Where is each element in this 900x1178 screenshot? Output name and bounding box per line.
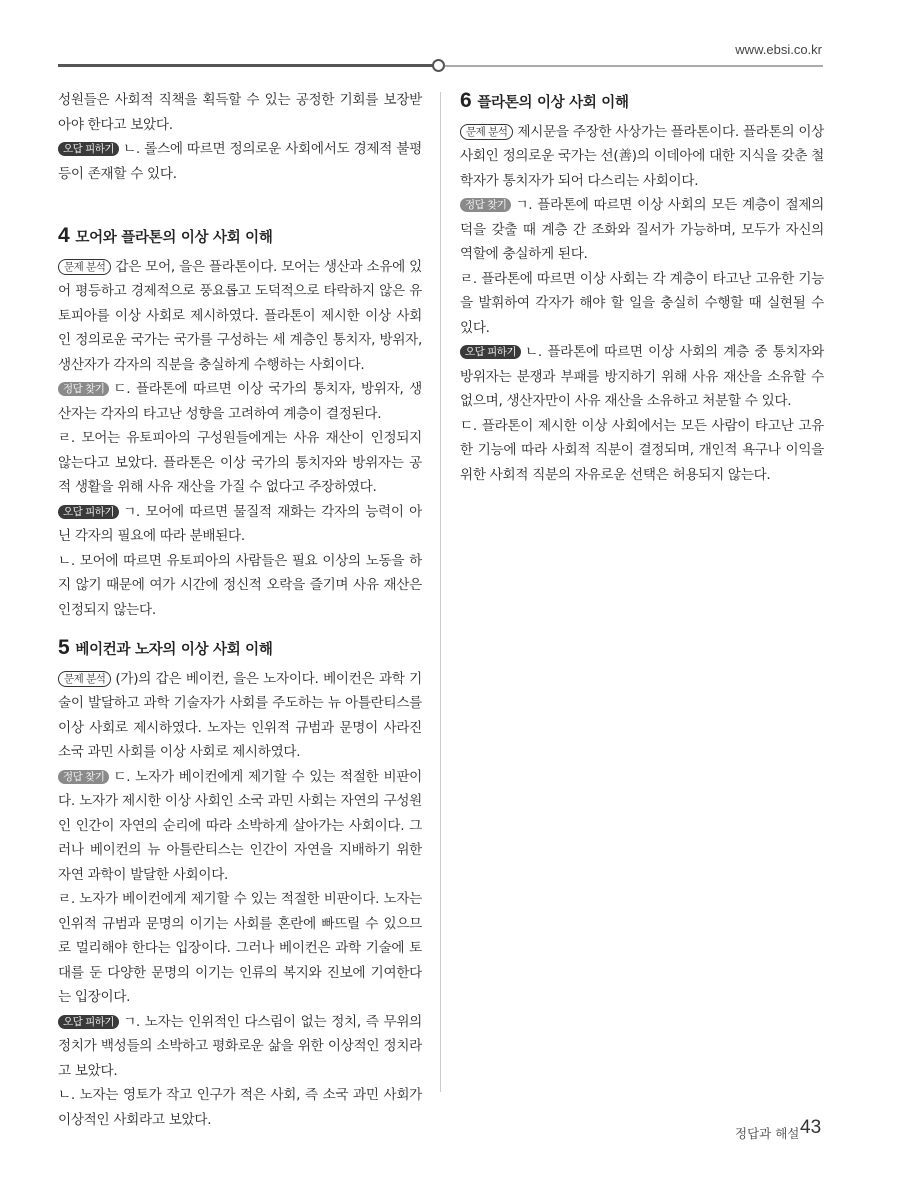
wrong-text: ㄱ. 모어에 따르면 물질적 재화는 각자의 능력이 아닌 각자의 필요에 따라 분배된다.: [58, 503, 422, 544]
section-title: 베이컨과 노자의 이상 사회 이해: [75, 642, 273, 658]
wrong-text: ㄴ. 롤스에 따르면 정의로운 사회에서도 경제적 불평등이 존재할 수 있다.: [58, 141, 422, 182]
wrong-text-2: ㄴ. 노자는 영토가 작고 인구가 적은 사회, 즉 소국 과민 사회가 이상적인 사회라고 보았다.: [58, 1087, 422, 1128]
header-rule-right: [445, 65, 823, 67]
answer-paragraph: [58, 765, 422, 888]
answer-text: ㄱ. 플라톤에 따르면 이상 사회의 모든 계층이 절제의 덕을 갖출 때 계층 간 조화와 질서가 가능하며, 모두가 자신의 역할에 충실하게 된다.: [460, 197, 824, 262]
section-number: 4: [58, 224, 70, 247]
answer-badge: 정답 찾기: [58, 382, 109, 396]
wrong-text: ㄱ. 노자는 인위적인 다스림이 없는 정치, 즉 무위의 정치가 백성들의 소박하고 평화로운 삶을 위한 이상적인 정치라고 보았다.: [58, 1013, 422, 1079]
wrong-text: ㄴ. 플라톤에 따르면 이상 사회의 계층 중 통치자와 방위자는 분쟁과 부패를 방지하기 위해 사유 재산을 소유할 수 없으며, 생산자만이 사유 재산을 소유하고 처분할 수 있다.: [460, 344, 824, 409]
wrong-text-2: ㄷ. 플라톤이 제시한 이상 사회에서는 모든 사람이 타고난 고유한 기능에 따라 사회적 직분이 결정되며, 개인적 욕구나 이익을 위한 사회적 직분의 자유로운 선택은 허용되지 않는다.: [460, 417, 824, 483]
wrong-paragraph: [460, 340, 824, 414]
answer-text-2: ㄹ. 노자가 베이컨에게 제기할 수 있는 적절한 비판이다. 노자는 인위적 규범과 문명의 이기는 사회를 혼란에 빠뜨릴 수 있으므로 멀리해야 한다는 입장이다. 그러나 베이컨은 과학 기술에 토대를 둔 다양한 문명의 이기는 인류의 복지와 진보에 기여한다는 입장이다.: [58, 891, 422, 1005]
answer-badge: 정답 찾기: [58, 770, 109, 784]
answer-badge: 정답 찾기: [460, 198, 511, 212]
answer-text: ㄷ. 플라톤에 따르면 이상 국가의 통치자, 방위자, 생산자는 각자의 타고난 성향을 고려하여 계층이 결정된다.: [58, 381, 422, 422]
wrong-badge: 오답 피하기: [58, 142, 119, 156]
analysis-badge: 문제 분석: [58, 671, 111, 687]
section-5: [58, 636, 422, 1132]
analysis-paragraph: [58, 255, 422, 378]
wrong-text-2: ㄴ. 모어에 따르면 유토피아의 사람들은 필요 이상의 노동을 하지 않기 때문에 여가 시간에 정신적 오락을 즐기며 사유 재산은 인정되지 않는다.: [58, 552, 422, 618]
section-6: [460, 89, 824, 487]
answer-text: ㄷ. 노자가 베이컨에게 제기할 수 있는 적절한 비판이다. 노자가 제시한 이상 사회인 소국 과민 사회는 자연의 구성원인 인간이 자연의 순리에 따라 소박하게 살아가는 사회이다. 그러나 베이컨의 뉴 아틀란티스는 인간이 자연을 지배하기 위한 자연 과학이 발달한 사회이다.: [58, 768, 422, 883]
section-heading: [460, 89, 824, 116]
analysis-paragraph: [460, 120, 824, 194]
answer-paragraph: [58, 377, 422, 426]
answer-paragraph: [460, 193, 824, 267]
section-title: 플라톤의 이상 사회 이해: [477, 95, 629, 111]
answer-text-2: ㄹ. 플라톤에 따르면 이상 사회는 각 계층이 타고난 고유한 기능을 발휘하여 각자가 해야 할 일을 충실히 수행할 때 실현될 수 있다.: [460, 270, 824, 336]
analysis-text: 갑은 모어, 을은 플라톤이다. 모어는 생산과 소유에 있어 평등하고 경제적으로 풍요롭고 도덕적으로 타락하지 않은 유토피아를 이상 사회로 제시하였다. 플라톤이 제시한 이상 사회인 정의로운 국가는 국가를 구성하는 세 계층인 통치자, 방위자, 생산자가 각자의 직분을 충실하게 수행하는 사회이다.: [58, 258, 422, 373]
website-url: www.ebsi.co.kr: [735, 42, 822, 57]
wrong-badge: 오답 피하기: [460, 345, 521, 359]
section-4: [58, 224, 422, 622]
page-number: 43: [800, 1117, 822, 1138]
section-number: 6: [460, 89, 472, 112]
wrong-badge: 오답 피하기: [58, 505, 119, 519]
answer-text-2: ㄹ. 모어는 유토피아의 구성원들에게는 사유 재산이 인정되지 않는다고 보았다. 플라톤은 이상 국가의 통치자와 방위자는 공적 생활을 위해 사유 재산을 가질 수 없다고 주장하였다.: [58, 430, 422, 495]
header-rule-dot: [432, 59, 445, 72]
intro-text: 성원들은 사회적 직책을 획득할 수 있는 공정한 기회를 보장받아야 한다고 보았다.: [58, 92, 422, 133]
section-title: 모어와 플라톤의 이상 사회 이해: [75, 230, 273, 246]
section-heading: [58, 224, 422, 251]
intro-wrong-text: [58, 137, 422, 186]
wrong-badge: 오답 피하기: [58, 1015, 119, 1029]
section-heading: [58, 636, 422, 663]
column-divider: [440, 92, 441, 1092]
analysis-badge: 문제 분석: [460, 124, 513, 140]
left-intro: [58, 88, 422, 186]
footer-label: 정답과 해설: [735, 1126, 800, 1141]
analysis-text: 제시문을 주장한 사상가는 플라톤이다. 플라톤의 이상 사회인 정의로운 국가는 선(善)의 이데아에 대한 지식을 갖춘 철학자가 통치자가 되어 다스리는 사회이다.: [460, 123, 824, 189]
wrong-paragraph: [58, 1010, 422, 1084]
wrong-paragraph: [58, 500, 422, 549]
analysis-text: (가)의 갑은 베이컨, 을은 노자이다. 베이컨은 과학 기술이 발달하고 과학 기술자가 사회를 주도하는 뉴 아틀란티스를 이상 사회로 제시하였다. 노자는 인위적 규범과 문명이 사라진 소국 과민 사회를 이상 사회로 제시하였다.: [58, 670, 422, 760]
analysis-badge: 문제 분석: [58, 259, 111, 275]
section-number: 5: [58, 636, 70, 659]
analysis-paragraph: [58, 667, 422, 765]
header-rule-left: [58, 64, 434, 67]
